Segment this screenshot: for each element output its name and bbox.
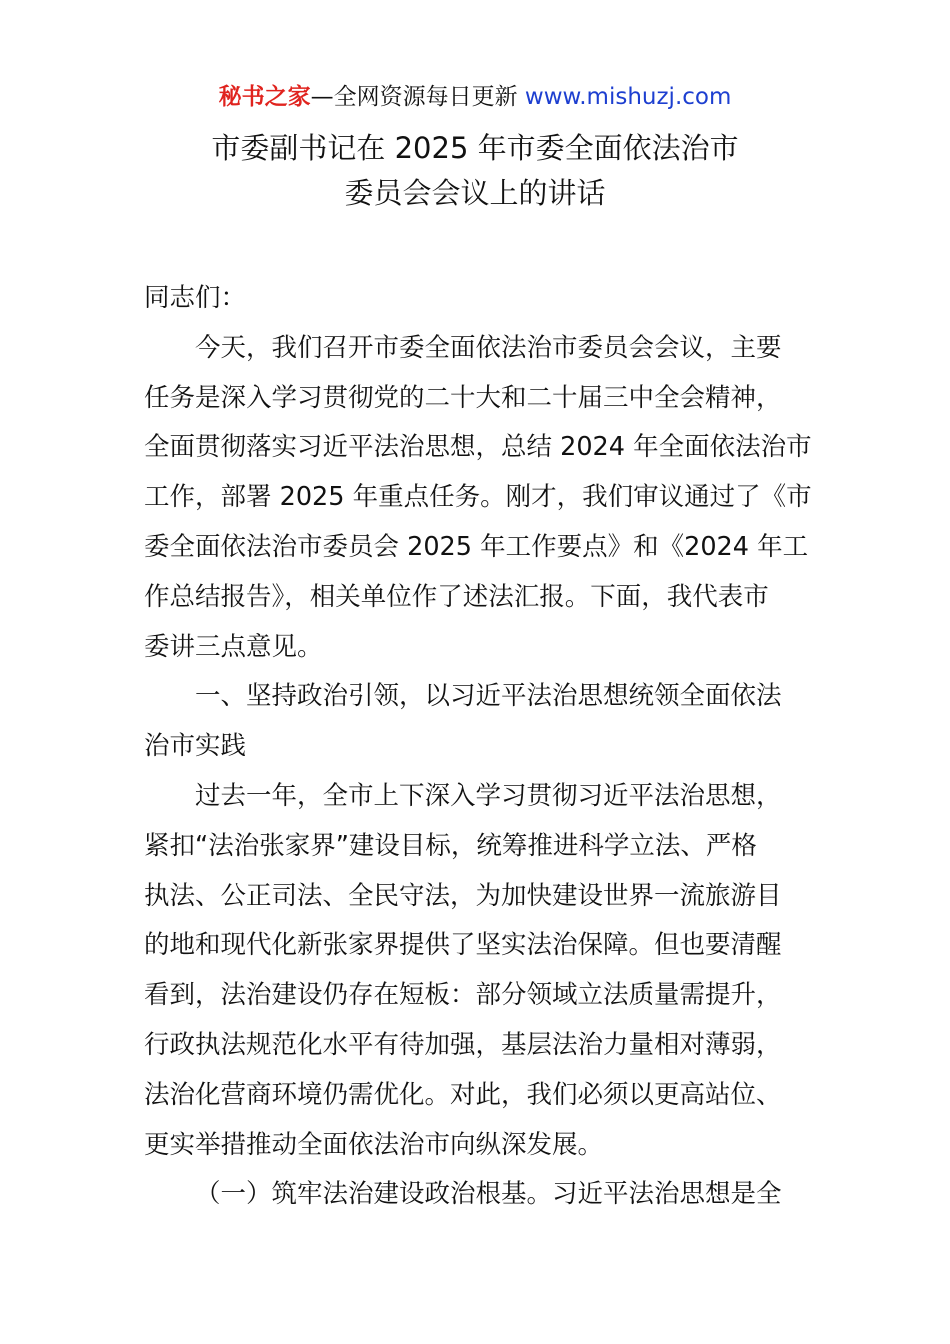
document-title [0,126,950,216]
site-url[interactable]: www.mishuzj.com [524,84,732,110]
paragraph-line: 的地和现代化新张家界提供了坚实法治保障。但也要清醒 [144,930,782,961]
paragraph-line: 作总结报告》，相关单位作了述法汇报。下面，我代表市 [144,581,769,612]
paragraph-line: 全面贯彻落实习近平法治思想，总结 2024 年全面依法治市 [144,432,812,463]
paragraph-line: 工作，部署 2025 年重点任务。刚才，我们审议通过了《市 [144,482,812,513]
paragraph-line: 法治化营商环境仍需优化。对此，我们必须以更高站位、 [144,1079,782,1110]
section-heading: 一、坚持政治引领，以习近平法治思想统领全面依法 [195,681,782,712]
brand-name: 秘书之家 [218,84,311,110]
paragraph-line: 行政执法规范化水平有待加强，基层法治力量相对薄弱， [144,1029,782,1060]
paragraph-line: 执法、公正司法、全民守法，为加快建设世界一流旅游目 [144,880,782,911]
site-header [0,80,950,114]
document-body [144,274,812,1220]
paragraph-line: 委全面依法治市委员会 2025 年工作要点》和《2024 年工 [144,531,809,562]
paragraph-line: 委讲三点意见。 [144,631,323,662]
paragraph-line: 更实举措推动全面依法治市向纵深发展。 [144,1129,604,1160]
paragraph-line: 过去一年，全市上下深入学习贯彻习近平法治思想， [195,780,782,811]
paragraph-line: 任务是深入学习贯彻党的二十大和二十届三中全会精神， [144,382,782,413]
header-tagline: —全网资源每日更新 [310,84,518,110]
title-line-2: 委员会会议上的讲话 [344,176,606,210]
paragraph-line: 紧扣“法治张家界”建设目标，统筹推进科学立法、严格 [144,830,757,861]
paragraph-line: 今天，我们召开市委全面依法治市委员会会议，主要 [195,332,782,363]
paragraph-line: （一）筑牢法治建设政治根基。习近平法治思想是全 [195,1179,782,1210]
paragraph-line: 看到，法治建设仍存在短板：部分领域立法质量需提升， [144,980,782,1011]
title-line-1: 市委副书记在 2025 年市委全面依法治市 [211,131,739,165]
salutation: 同志们： [144,283,247,313]
section-heading: 治市实践 [144,731,247,762]
